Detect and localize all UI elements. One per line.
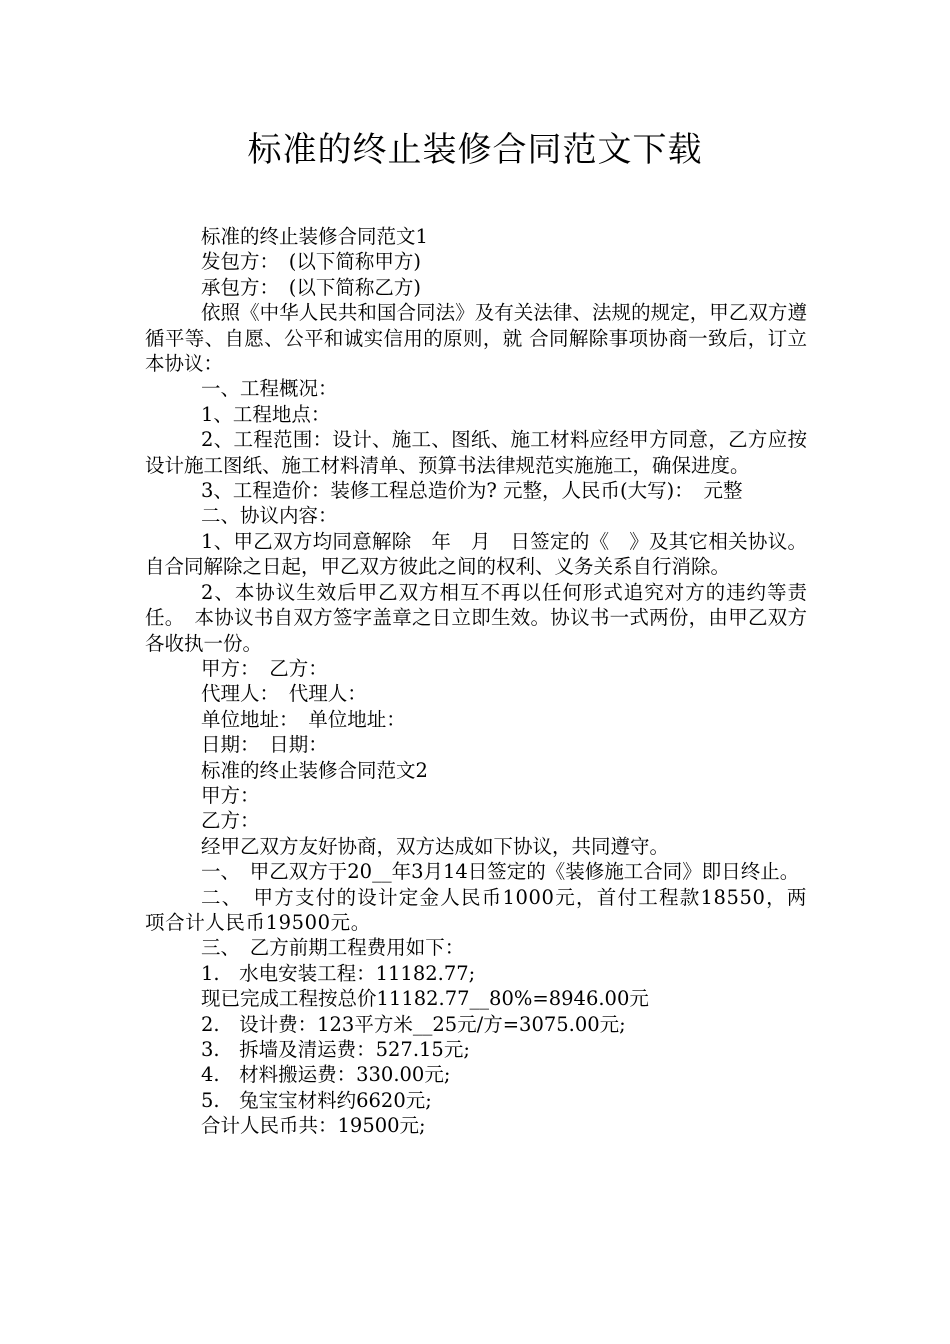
signature-line: 甲方： 乙方：: [201, 656, 328, 680]
preamble-paragraph: 依照《中华人民共和国合同法》及有关法律、法规的规定，甲乙双方遵循平等、自愿、公平和诚实信用的原则，就 合同解除事项协商一致后，订立本协议：: [145, 301, 807, 376]
party-b-line: 乙方：: [201, 809, 260, 833]
cost-item: 3. 拆墙及清运费：527.15元;: [201, 1038, 470, 1061]
cost-item: 4. 材料搬运费：330.00元;: [201, 1063, 451, 1087]
agreement-intro: 经甲乙双方友好协商，双方达成如下协议，共同遵守。: [201, 834, 670, 858]
cost-item: 1. 水电安装工程：11182.77;: [201, 961, 476, 985]
clause-item: 二、 甲方支付的设计定金人民币1000元，首付工程款18550，两项合计人民币19500元。: [145, 885, 807, 934]
clause-heading: 三、 乙方前期工程费用如下：: [201, 936, 465, 960]
signature-line: 单位地址： 单位地址：: [201, 707, 406, 731]
party-a-line: 甲方：: [201, 783, 260, 807]
clause-item: 2、本协议生效后甲乙双方相互不再以任何形式追究对方的违约等责任。 本协议书自双方签字盖章之日立即生效。协议书一式两份，由甲乙双方各收执一份。: [145, 580, 807, 655]
clause-heading: 二、协议内容：: [201, 504, 338, 528]
signature-line: 日期： 日期：: [201, 733, 328, 757]
document-title: 标准的终止装修合同范文下载: [247, 130, 703, 170]
party-a-line: 发包方： (以下简称甲方): [201, 250, 421, 274]
document-body: [145, 224, 807, 1139]
clause-item: 2、工程范围：设计、施工、图纸、施工材料应经甲方同意，乙方应按设计施工图纸、施工材料清单、预算书法律规范实施施工，确保进度。: [145, 428, 807, 477]
clause-item: 3、工程造价：装修工程总造价为? 元整，人民币(大写)： 元整: [201, 479, 743, 503]
clause-item: 一、 甲乙双方于20__年3月14日签定的《装修施工合同》即日终止。: [201, 860, 800, 884]
cost-item: 2. 设计费：123平方米__25元/方=3075.00元;: [201, 1012, 626, 1036]
clause-item: 1、工程地点：: [201, 402, 331, 426]
cost-total: 合计人民币共：19500元;: [201, 1114, 426, 1138]
signature-line: 代理人： 代理人：: [201, 682, 367, 706]
section-heading-2: 标准的终止装修合同范文2: [201, 758, 428, 782]
party-b-line: 承包方： (以下简称乙方): [201, 275, 421, 299]
cost-item: 5. 兔宝宝材料约6620元;: [201, 1088, 432, 1112]
clause-item: 1、甲乙双方均同意解除 年 月 日签定的《 》及其它相关协议。自合同解除之日起，甲乙双方彼此之间的权利、义务关系自行消除。: [145, 529, 807, 579]
cost-item: 现已完成工程按总价11182.77__80%=8946.00元: [201, 987, 649, 1011]
clause-heading: 一、工程概况：: [201, 377, 338, 401]
section-heading-1: 标准的终止装修合同范文1: [201, 225, 428, 248]
